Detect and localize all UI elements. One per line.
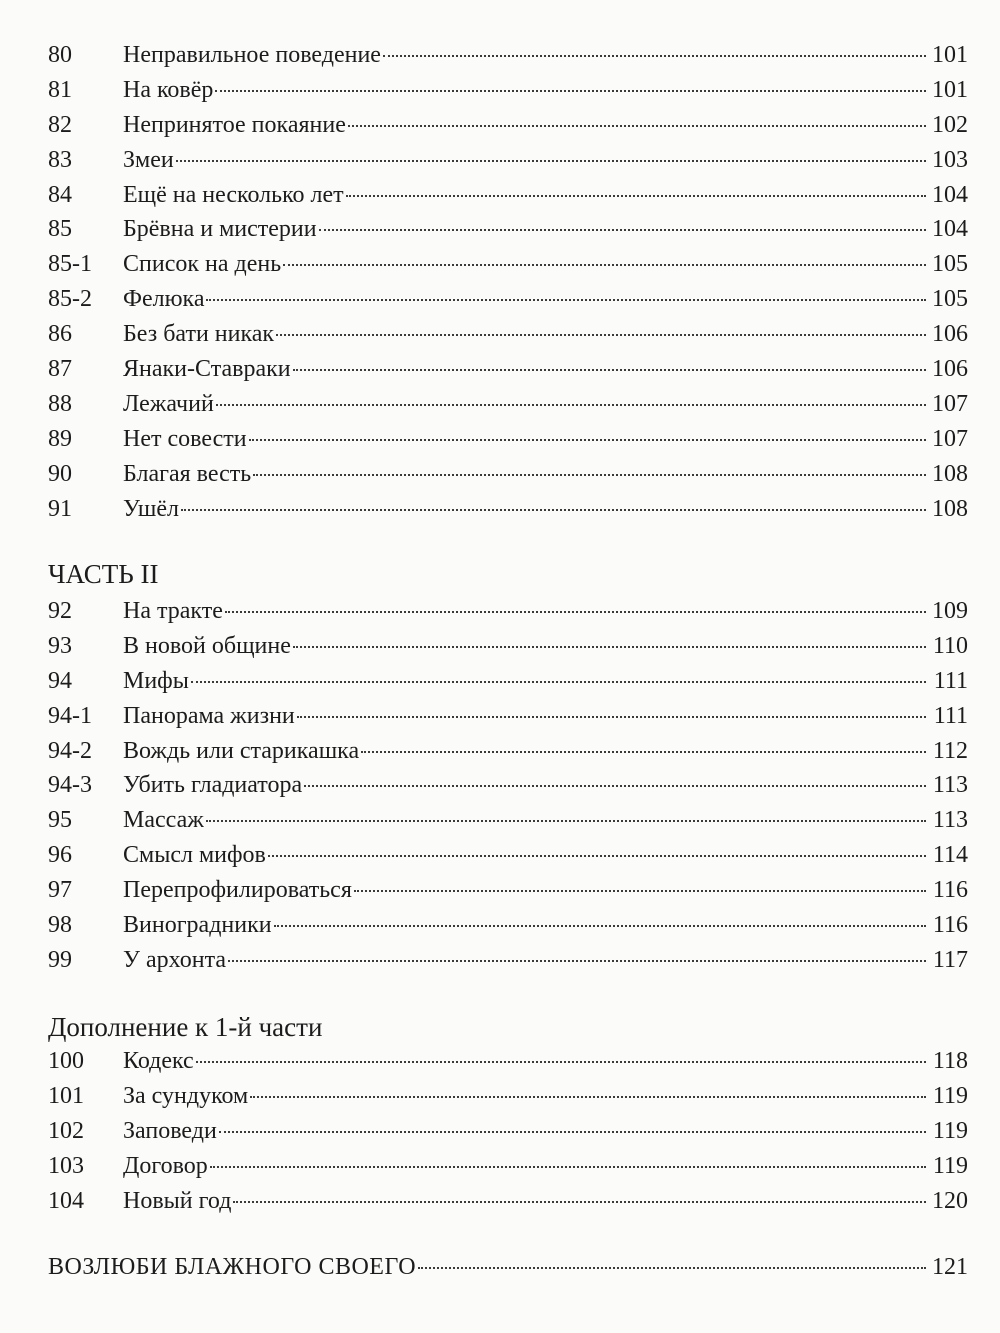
dot-leader [274,925,926,927]
entry-title: Фелюка [123,286,205,313]
entry-title: Брёвна и мистерии [123,216,317,243]
entry-title: Смысл мифов [123,842,266,869]
entry-page-number: 108 [932,460,968,487]
dot-leader [206,820,926,822]
entry-page-number: 101 [932,76,968,103]
entry-page-number: 120 [932,1187,968,1214]
toc-entry [48,387,968,422]
dot-leader [249,439,926,441]
entry-page-number: 114 [932,842,968,869]
entry-title: Кодекс [123,1048,194,1074]
entry-number: 89 [48,425,72,452]
entry-number: 88 [48,390,72,417]
dot-leader [233,1201,926,1203]
appendix-heading: Дополнение к 1-й части [48,1012,323,1042]
dot-leader [268,855,926,857]
entry-title: Неправильное поведение [123,42,381,68]
toc-entry [48,1184,968,1219]
entry-number: 97 [48,877,72,904]
entry-title: Мифы [123,667,189,694]
dot-leader [283,264,926,266]
entry-number: 103 [48,1152,84,1179]
dot-leader [383,55,926,57]
entry-title: Вождь или старикашка [123,737,360,764]
entry-page-number: 109 [932,598,968,624]
toc-entry [48,247,968,282]
toc-entry [48,699,968,734]
entry-page-number: 103 [932,146,968,173]
entry-title: Заповеди [123,1117,217,1144]
entry-title: Змеи [123,146,174,173]
entry-number: 85-1 [48,251,92,278]
toc-entry [48,178,968,213]
entry-number: 80 [48,42,72,68]
dot-leader [206,299,926,301]
entry-page-number: 104 [932,216,968,243]
toc-entry [48,664,968,699]
toc-final-entry [48,1250,968,1284]
entry-page-number: 111 [933,667,968,694]
entry-title: Убить гладиатора [123,772,303,799]
toc-entry [48,457,968,492]
entry-page-number: 106 [932,356,968,383]
dot-leader [216,404,926,406]
toc-entry [48,422,968,457]
entry-title: Перепрофилироваться [123,877,352,904]
dot-leader [196,1061,926,1063]
dot-leader [181,509,926,511]
entry-page-number: 107 [932,425,968,452]
entry-title: Панорама жизни [123,702,295,729]
dot-leader [276,334,926,336]
dot-leader [210,1166,926,1168]
entry-title: На тракте [123,598,223,624]
entry-title: Благая весть [123,460,252,487]
dot-leader [191,681,926,683]
entry-number: 104 [48,1187,84,1214]
toc-part2-list [48,594,968,978]
toc-entry [48,143,968,178]
toc-entry [48,873,968,908]
entry-number: 94-3 [48,772,92,799]
toc-part1-list [48,38,968,526]
dot-leader [361,751,926,753]
entry-title: На ковёр [123,76,214,103]
entry-title: ВОЗЛЮБИ БЛАЖНОГО СВОЕГО [48,1254,417,1280]
entry-page-number: 102 [932,111,968,138]
toc-entry [48,629,968,664]
entry-number: 86 [48,321,72,348]
dot-leader [346,195,926,197]
toc-entry [48,943,968,978]
entry-title: Массаж [123,807,204,834]
entry-number: 92 [48,598,72,624]
entry-number: 91 [48,495,72,522]
entry-title: Янаки-Ставраки [123,356,291,383]
toc-entry [48,1114,968,1149]
toc-entry [48,838,968,873]
entry-number: 83 [48,146,72,173]
dot-leader [250,1096,926,1098]
dot-leader [348,125,926,127]
entry-page-number: 104 [932,181,968,208]
entry-number: 93 [48,632,72,659]
entry-page-number: 112 [932,737,968,764]
toc-entry [48,803,968,838]
toc-entry [48,492,968,527]
entry-number: 87 [48,356,72,383]
entry-title: Ушёл [123,495,179,522]
part2-heading: ЧАСТЬ II [48,559,159,589]
entry-page-number: 116 [932,877,968,904]
entry-page-number: 105 [932,286,968,313]
entry-title: Виноградники [123,912,272,939]
entry-page-number: 107 [932,390,968,417]
entry-number: 84 [48,181,72,208]
entry-title: Непринятое покаяние [123,111,346,138]
dot-leader [225,611,926,613]
dot-leader [297,716,926,718]
dot-leader [176,160,926,162]
entry-number: 99 [48,946,72,973]
dot-leader [319,229,926,231]
entry-title: В новой общине [123,632,291,659]
toc-entry [48,1079,968,1114]
toc-entry [48,734,968,769]
toc-entry [48,768,968,803]
toc-entry [48,317,968,352]
dot-leader [293,369,926,371]
toc-entry [48,908,968,943]
entry-page-number: 105 [932,251,968,278]
entry-title: Новый год [123,1187,232,1214]
entry-number: 82 [48,111,72,138]
entry-number: 94-2 [48,737,92,764]
entry-number: 98 [48,912,72,939]
toc-entry [48,212,968,247]
entry-page-number: 101 [932,42,968,68]
entry-page-number: 116 [932,912,968,939]
toc-entry [48,38,968,73]
entry-title: Нет совести [123,425,247,452]
entry-number: 90 [48,460,72,487]
entry-page-number: 110 [932,632,968,659]
entry-number: 94 [48,667,72,694]
toc-entry [48,108,968,143]
entry-page-number: 113 [932,772,968,799]
dot-leader [354,890,926,892]
entry-page-number: 106 [932,321,968,348]
toc-entry [48,594,968,629]
dot-leader [304,785,926,787]
entry-title: Без бати никак [123,321,275,348]
toc-entry [48,282,968,317]
entry-page-number: 117 [932,946,968,973]
dot-leader [418,1267,926,1269]
entry-title: За сундуком [123,1082,249,1109]
entry-title: Ещё на несколько лет [123,181,344,208]
entry-title: Договор [123,1152,208,1179]
entry-number: 94-1 [48,702,92,729]
entry-number: 85 [48,216,72,243]
entry-number: 85-2 [48,286,92,313]
dot-leader [219,1131,926,1133]
toc-entry [48,1149,968,1184]
entry-number: 101 [48,1082,84,1109]
entry-page-number: 121 [932,1254,968,1280]
entry-number: 102 [48,1117,84,1144]
entry-page-number: 111 [933,702,968,729]
toc-entry [48,73,968,108]
entry-title: Лежачий [123,390,214,417]
entry-title: Список на день [123,251,282,278]
entry-page-number: 119 [932,1117,968,1144]
dot-leader [228,960,926,962]
entry-page-number: 113 [932,807,968,834]
toc-entry [48,352,968,387]
entry-number: 100 [48,1048,84,1074]
dot-leader [253,474,926,476]
entry-number: 95 [48,807,72,834]
entry-page-number: 118 [932,1048,968,1074]
dot-leader [215,90,926,92]
entry-number: 81 [48,76,72,103]
entry-page-number: 119 [932,1082,968,1109]
entry-page-number: 108 [932,495,968,522]
toc-appendix-list [48,1044,968,1218]
entry-title: У архонта [123,946,227,973]
dot-leader [293,646,926,648]
entry-page-number: 119 [932,1152,968,1179]
entry-number: 96 [48,842,72,869]
toc-entry [48,1044,968,1079]
